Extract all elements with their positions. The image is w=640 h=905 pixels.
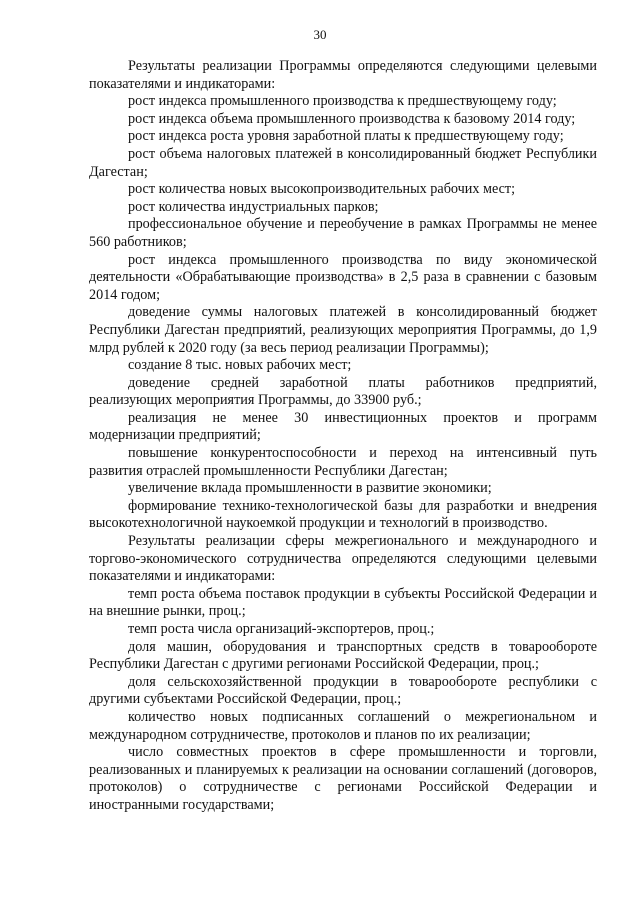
paragraph: рост объема налоговых платежей в консолидированный бюджет Республики Дагестан; — [89, 145, 597, 180]
paragraph: рост индекса роста уровня заработной платы к предшествующему году; — [128, 128, 564, 145]
paragraph: доведение суммы налоговых платежей в консолидированный бюджет Республики Дагестан предприятий, реализующих мероприятия Программы, до 1,9 млрд рублей к 2020 году (за весь период реализации Программы); — [89, 304, 597, 356]
paragraph: рост количества новых высокопроизводительных рабочих мест; — [128, 181, 516, 198]
document-body — [89, 58, 597, 815]
paragraph: рост индекса промышленного производства к предшествующему году; — [128, 93, 557, 110]
paragraph: доля машин, оборудования и транспортных средств в товарообороте Республики Дагестан с другими регионами Российской Федерации, проц.; — [89, 638, 597, 673]
paragraph: профессиональное обучение и переобучение в рамках Программы не менее 560 работников; — [89, 216, 597, 250]
paragraph: темп роста числа организаций-экспортеров, проц.; — [128, 621, 435, 637]
paragraph: Результаты реализации сферы межрегионального и международного и торгово-экономического сотрудничества определяются следующими целевыми показателями и индикаторами: — [89, 533, 597, 585]
paragraph: формирование технико-технологической базы для разработки и внедрения высокотехнологичной наукоемкой продукции и технологий в производство. — [89, 497, 597, 532]
paragraph: темп роста объема поставок продукции в субъекты Российской Федерации и на внешние рынки, проц.; — [89, 585, 597, 620]
paragraph: Результаты реализации Программы определяются следующими целевыми показателями и индикаторами: — [89, 58, 597, 92]
paragraph: повышение конкурентоспособности и переход на интенсивный путь развития отраслей промышленности Республики Дагестан; — [89, 445, 597, 479]
paragraph: создание 8 тыс. новых рабочих мест; — [128, 357, 352, 374]
paragraph: рост индекса промышленного производства по виду экономической деятельности «Обрабатывающие производства» в 2,5 раза в сравнении с базовым 2014 годом; — [89, 251, 597, 303]
paragraph: увеличение вклада промышленности в развитие экономики; — [128, 480, 492, 497]
paragraph: реализация не менее 30 инвестиционных проектов и программ модернизации предприятий; — [89, 409, 597, 444]
page-number: 30 — [313, 27, 327, 42]
paragraph: доля сельскохозяйственной продукции в товарообороте республики с другими субъектами Российской Федерации, проц.; — [89, 673, 597, 708]
paragraph: рост количества индустриальных парков; — [128, 198, 379, 215]
paragraph: рост индекса объема промышленного производства к базовому 2014 году; — [128, 110, 576, 127]
paragraph: количество новых подписанных соглашений о межрегиональном и международном сотрудничестве, протоколов и планов по их реализации; — [89, 708, 597, 743]
paragraph: число совместных проектов в сфере промышленности и торговли, реализованных и планируемых к реализации на основании соглашений (договоров, протоколов) о сотрудничестве с регионами Российской Федерации и иностранными государствами; — [89, 744, 597, 813]
paragraph: доведение средней заработной платы работников предприятий, реализующих мероприятия Программы, до 33900 руб.; — [89, 374, 597, 409]
